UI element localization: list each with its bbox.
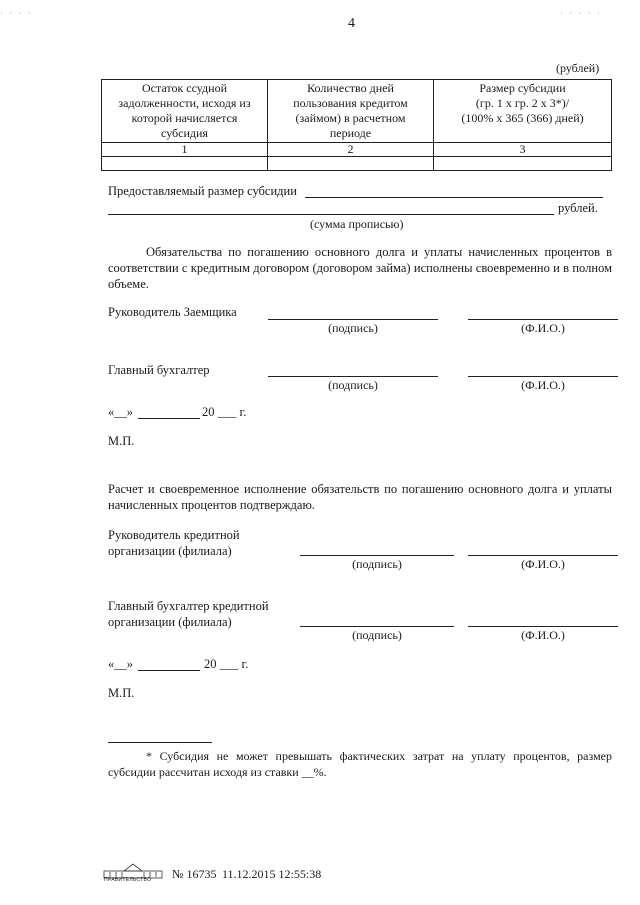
registry-datetime: 11.12.2015 12:55:38 bbox=[222, 867, 322, 881]
obligations-paragraph: Обязательства по погашению основного долга и уплаты начисленных процентов в соответствии с кредитным договором (договором займа) исполнены своевременно и в полном объеме. bbox=[108, 245, 612, 291]
column-number: 3 bbox=[434, 143, 612, 157]
subsidy-label: Предоставляемый размер субсидии bbox=[108, 184, 297, 198]
logo-text: ПРАВИТЕЛЬСТВО bbox=[104, 877, 152, 883]
chief-accountant-label: Главный бухгалтер bbox=[108, 363, 210, 377]
fio-caption: (Ф.И.О.) bbox=[521, 557, 565, 571]
sum-in-words-caption: (сумма прописью) bbox=[310, 217, 404, 231]
date-month-line[interactable] bbox=[138, 418, 200, 419]
credit-org-accountant-signature-line[interactable] bbox=[300, 626, 454, 627]
borrower-head-signature-line[interactable] bbox=[268, 319, 438, 320]
table-cell[interactable] bbox=[434, 157, 612, 171]
credit-org-head-signature-line[interactable] bbox=[300, 555, 454, 556]
date-year: 20 ___ г. bbox=[204, 657, 249, 671]
credit-org-head-label: Руководитель кредитной организации (филиала) bbox=[108, 528, 240, 558]
subsidy-words-line[interactable] bbox=[108, 214, 554, 215]
government-logo bbox=[102, 862, 164, 884]
table-header-row bbox=[102, 80, 612, 143]
table-empty-row bbox=[102, 157, 612, 171]
page-number: 4 bbox=[348, 16, 355, 31]
units-label: (рублей) bbox=[556, 61, 600, 75]
chief-accountant-fio-line[interactable] bbox=[468, 376, 618, 377]
table-cell[interactable] bbox=[268, 157, 434, 171]
header-loan-balance: Остаток ссудной задолженности, исходя из которой начисляется субсидия bbox=[102, 80, 268, 143]
date-day: «__» bbox=[108, 405, 133, 419]
column-number: 1 bbox=[102, 143, 268, 157]
signature-caption: (подпись) bbox=[352, 628, 402, 642]
signature-caption: (подпись) bbox=[328, 321, 378, 335]
date-day: «__» bbox=[108, 657, 133, 671]
scan-artifact: · · · · bbox=[0, 8, 33, 18]
fio-caption: (Ф.И.О.) bbox=[521, 321, 565, 335]
fio-caption: (Ф.И.О.) bbox=[521, 628, 565, 642]
date-year: 20 ___ г. bbox=[202, 405, 247, 419]
credit-org-accountant-fio-line[interactable] bbox=[468, 626, 618, 627]
signature-caption: (подпись) bbox=[352, 557, 402, 571]
credit-org-accountant-label: Главный бухгалтер кредитной организации (филиала) bbox=[108, 599, 269, 629]
stamp-label: М.П. bbox=[108, 686, 135, 700]
table-column-numbers-row bbox=[102, 143, 612, 157]
borrower-head-fio-line[interactable] bbox=[468, 319, 618, 320]
table-cell[interactable] bbox=[102, 157, 268, 171]
footnote-text: * Субсидия не может превышать фактических затрат на уплату процентов, размер субсидии рассчитан исходя из ставки __%. bbox=[108, 749, 612, 779]
registry-number: № 16735 bbox=[172, 867, 217, 881]
subsidy-table bbox=[101, 79, 612, 171]
date-month-line[interactable] bbox=[138, 670, 200, 671]
borrower-head-label: Руководитель Заемщика bbox=[108, 305, 237, 319]
signature-caption: (подпись) bbox=[328, 378, 378, 392]
column-number: 2 bbox=[268, 143, 434, 157]
scan-artifact: · · · · · bbox=[560, 8, 602, 18]
subsidy-amount-line[interactable] bbox=[305, 197, 603, 198]
stamp-label: М.П. bbox=[108, 434, 135, 448]
header-days-count: Количество дней пользования кредитом (займом) в расчетном периоде bbox=[268, 80, 434, 143]
credit-org-head-fio-line[interactable] bbox=[468, 555, 618, 556]
chief-accountant-signature-line[interactable] bbox=[268, 376, 438, 377]
footnote-separator bbox=[108, 742, 212, 743]
rubles-suffix: рублей. bbox=[558, 201, 598, 215]
header-subsidy-size: Размер субсидии (гр. 1 х гр. 2 х 3*)/ (100% х 365 (366) дней) bbox=[434, 80, 612, 143]
confirmation-paragraph: Расчет и своевременное исполнение обязательств по погашению основного долга и уплаты начисленных процентов подтверждаю. bbox=[108, 482, 612, 512]
fio-caption: (Ф.И.О.) bbox=[521, 378, 565, 392]
